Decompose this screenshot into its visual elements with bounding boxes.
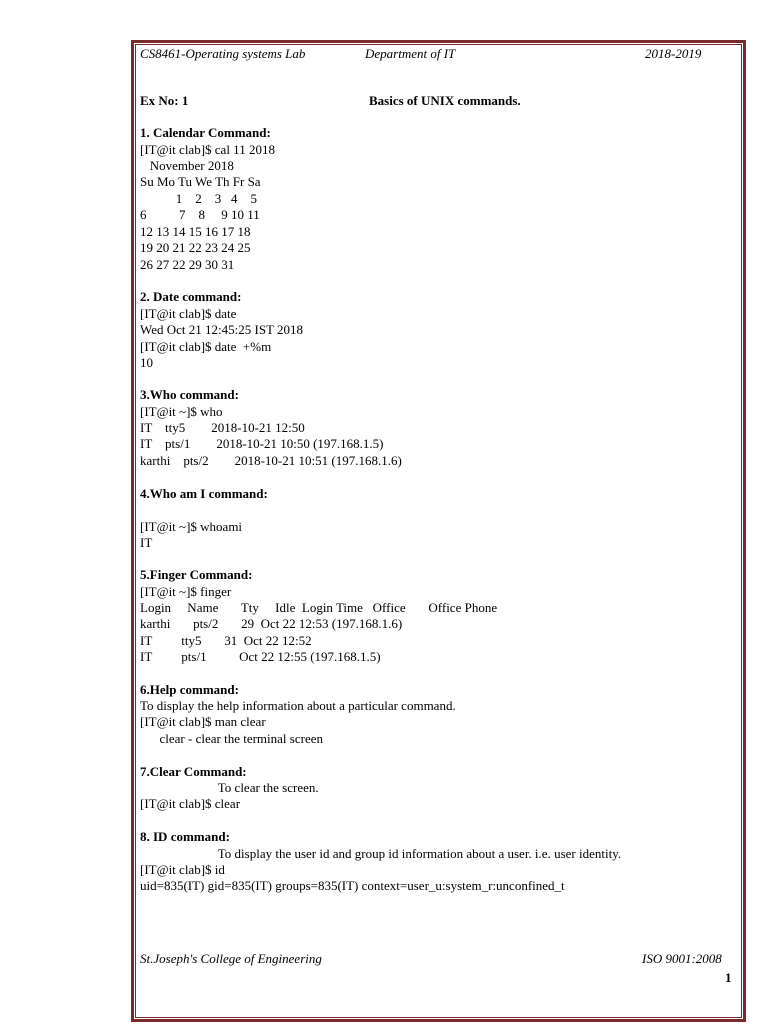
body-line: [IT@it clab]$ date: [140, 306, 237, 321]
section-heading-help: 6.Help command:: [140, 682, 239, 697]
body-line: IT pts/1 2018-10-21 10:50 (197.168.1.5): [140, 436, 384, 451]
page-number: 1: [725, 970, 732, 985]
footer-college: St.Joseph's College of Engineering: [140, 951, 322, 966]
body-line: 1 2 3 4 5: [140, 191, 257, 206]
section-heading-whoami: 4.Who am I command:: [140, 486, 268, 501]
body-line: [IT@it clab]$ clear: [140, 796, 241, 811]
body-line: [IT@it ~]$ whoami: [140, 519, 243, 534]
body-line: 10: [140, 355, 153, 370]
header-department: Department of IT: [365, 46, 456, 61]
body-line: [IT@it clab]$ cal 11 2018: [140, 142, 275, 157]
body-line: IT: [140, 535, 153, 550]
body-line: IT pts/1 Oct 22 12:55 (197.168.1.5): [140, 649, 381, 664]
body-line: [IT@it clab]$ man clear: [140, 714, 266, 729]
section-heading-id: 8. ID command:: [140, 829, 230, 844]
body-line: karthi pts/2 2018-10-21 10:51 (197.168.1.6): [140, 453, 402, 468]
header-course: CS8461-Operating systems Lab: [140, 46, 306, 61]
body-line: To display the user id and group id information about a user. i.e. user identity.: [140, 846, 622, 861]
body-line: [IT@it ~]$ finger: [140, 584, 232, 599]
body-line: 6 7 8 9 10 11: [140, 207, 260, 222]
body-line: Wed Oct 21 12:45:25 IST 2018: [140, 322, 304, 337]
footer-iso: ISO 9001:2008: [642, 951, 722, 966]
section-heading-finger: 5.Finger Command:: [140, 567, 253, 582]
body-line: 19 20 21 22 23 24 25: [140, 240, 251, 255]
body-line: [IT@it ~]$ who: [140, 404, 223, 419]
body-line: 26 27 22 29 30 31: [140, 257, 235, 272]
body-line: November 2018: [140, 158, 234, 173]
header-year: 2018-2019: [645, 46, 702, 61]
body-line: To display the help information about a particular command.: [140, 698, 456, 713]
body-line: IT tty5 31 Oct 22 12:52: [140, 633, 312, 648]
body-line: [IT@it clab]$ id: [140, 862, 225, 877]
page-title: Basics of UNIX commands.: [369, 93, 521, 108]
section-heading-clear: 7.Clear Command:: [140, 764, 247, 779]
body-line: clear - clear the terminal screen: [140, 731, 323, 746]
body-line: karthi pts/2 29 Oct 22 12:53 (197.168.1.6): [140, 616, 403, 631]
body-line: [IT@it clab]$ date +%m: [140, 339, 272, 354]
body-line: To clear the screen.: [140, 780, 319, 795]
ex-number: Ex No: 1: [140, 93, 189, 108]
section-heading-calendar: 1. Calendar Command:: [140, 125, 271, 140]
body-line: uid=835(IT) gid=835(IT) groups=835(IT) context=user_u:system_r:unconfined_t: [140, 878, 565, 893]
body-line: IT tty5 2018-10-21 12:50: [140, 420, 305, 435]
section-heading-who: 3.Who command:: [140, 387, 239, 402]
section-heading-date: 2. Date command:: [140, 289, 242, 304]
body-line: Login Name Tty Idle Login Time Office Office Phone: [140, 600, 498, 615]
body-line: 12 13 14 15 16 17 18: [140, 224, 251, 239]
body-line: Su Mo Tu We Th Fr Sa: [140, 174, 261, 189]
